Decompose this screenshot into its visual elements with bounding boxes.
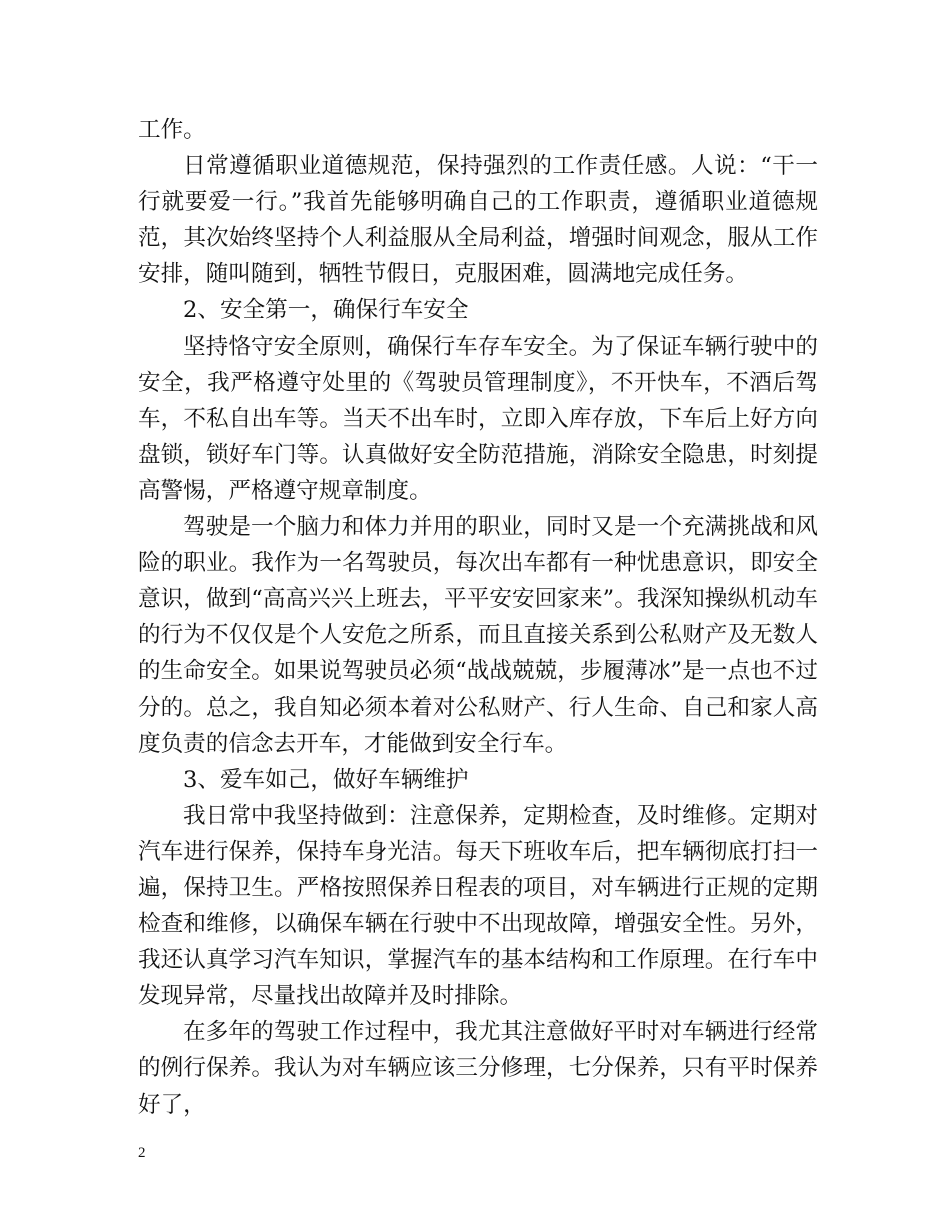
document-body [138,112,818,1123]
paragraph-6: 在多年的驾驶工作过程中，我尤其注意做好平时对车辆进行经常的例行保养。我认为对车辆应该三分修理，七分保养，只有平时保养好了， [138,1019,818,1118]
paragraph-1: 工作。 [138,117,206,143]
section-heading-3: 3、爱车如己，做好车辆维护 [183,766,469,793]
paragraph-2: 日常遵循职业道德规范，保持强烈的工作责任感。人说：“干一行就要爱一行。”我首先能够明确自己的工作职责，遵循职业道德规范，其次始终坚持个人利益服从全局利益，增强时间观念，服从工作安排，随叫随到，牺牲节假日，克服困难，圆满地完成任务。 [138,153,818,288]
section-heading-2: 2、安全第一，确保行车安全 [183,297,469,324]
paragraph-3: 坚持恪守安全原则，确保行车存车安全。为了保证车辆行驶中的安全，我严格遵守处里的《驾驶员管理制度》，不开快车，不酒后驾车，不私自出车等。当天不出车时，立即入库存放，下车后上好方向盘锁，锁好车门等。认真做好安全防范措施，消除安全隐患，时刻提高警惕，严格遵守规章制度。 [138,333,818,504]
paragraph-4: 驾驶是一个脑力和体力并用的职业，同时又是一个充满挑战和风险的职业。我作为一名驾驶员，每次出车都有一种忧患意识，即安全意识，做到“高高兴兴上班去，平平安安回家来”。我深知操纵机动车的行为不仅仅是个人安危之所系，而且直接关系到公私财产及无数人的生命安全。如果说驾驶员必须“战战兢兢，步履薄冰”是一点也不过分的。总之，我自知必须本着对公私财产、行人生命、自己和家人高度负责的信念去开车，才能做到安全行车。 [138,514,818,757]
paragraph-5: 我日常中我坚持做到：注意保养，定期检查，及时维修。定期对汽车进行保养，保持车身光洁。每天下班收车后，把车辆彻底打扫一遍，保持卫生。严格按照保养日程表的项目，对车辆进行正规的定期检查和维修，以确保车辆在行驶中不出现故障，增强安全性。另外，我还认真学习汽车知识，掌握汽车的基本结构和工作原理。在行车中发现异常，尽量找出故障并及时排除。 [138,802,818,1010]
page-number: 2 [138,1145,146,1161]
